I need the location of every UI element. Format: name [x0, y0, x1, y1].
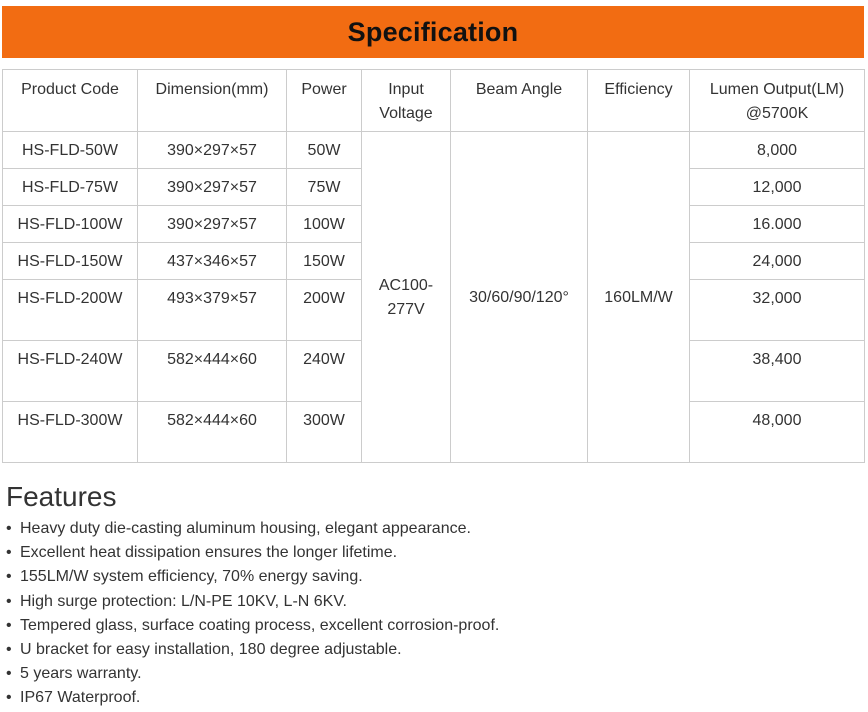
feature-text: U bracket for easy installation, 180 degree adjustable. — [20, 641, 402, 659]
features-title: Features — [6, 481, 117, 512]
header-efficiency: Efficiency — [588, 70, 690, 132]
bullet-icon: • — [6, 616, 12, 634]
cell-power: 100W — [287, 206, 362, 243]
features-list — [6, 517, 856, 711]
bullet-icon: • — [6, 544, 12, 562]
feature-text: IP67 Waterproof. — [20, 689, 141, 707]
cell-lumen-output: 32,000 — [690, 280, 865, 341]
header-power: Power — [287, 70, 362, 132]
cell-lumen-output: 48,000 — [690, 402, 865, 463]
feature-text: Excellent heat dissipation ensures the longer lifetime. — [20, 544, 398, 562]
cell-product-code: HS-FLD-50W — [3, 132, 138, 169]
header-product-code: Product Code — [3, 70, 138, 132]
header-lumen-output: Lumen Output(LM) @5700K — [690, 70, 865, 132]
cell-dimension: 390×297×57 — [138, 206, 287, 243]
cell-dimension: 493×379×57 — [138, 280, 287, 341]
cell-lumen-output: 8,000 — [690, 132, 865, 169]
cell-product-code: HS-FLD-200W — [3, 280, 138, 341]
cell-lumen-output: 12,000 — [690, 169, 865, 206]
header-input-voltage: Input Voltage — [362, 70, 451, 132]
cell-dimension: 582×444×60 — [138, 402, 287, 463]
bullet-icon: • — [6, 689, 12, 707]
cell-efficiency: 160LM/W — [588, 132, 690, 463]
cell-dimension: 390×297×57 — [138, 132, 287, 169]
cell-dimension: 582×444×60 — [138, 341, 287, 402]
feature-text: Tempered glass, surface coating process, excellent corrosion-proof. — [20, 616, 500, 634]
cell-product-code: HS-FLD-300W — [3, 402, 138, 463]
specification-table — [2, 69, 865, 463]
list-item — [6, 686, 856, 710]
bullet-icon: • — [6, 568, 12, 586]
list-item — [6, 662, 856, 686]
header-beam-angle: Beam Angle — [451, 70, 588, 132]
cell-power: 240W — [287, 341, 362, 402]
feature-text: Heavy duty die-casting aluminum housing, elegant appearance. — [20, 520, 471, 537]
cell-dimension: 437×346×57 — [138, 243, 287, 280]
list-item — [6, 638, 856, 662]
bullet-icon: • — [6, 641, 12, 659]
cell-dimension: 390×297×57 — [138, 169, 287, 206]
table-row — [3, 132, 865, 169]
feature-text: 5 years warranty. — [20, 665, 142, 683]
list-item — [6, 565, 856, 589]
feature-text: High surge protection: L/N-PE 10KV, L-N 6KV. — [20, 592, 347, 610]
header-dimension: Dimension(mm) — [138, 70, 287, 132]
specification-title: Specification — [347, 16, 519, 47]
cell-input-voltage: AC100-277V — [362, 132, 451, 463]
cell-lumen-output: 16.000 — [690, 206, 865, 243]
cell-power: 50W — [287, 132, 362, 169]
cell-power: 75W — [287, 169, 362, 206]
list-item — [6, 590, 856, 614]
feature-text: 155LM/W system efficiency, 70% energy saving. — [20, 568, 363, 586]
cell-beam-angle: 30/60/90/120° — [451, 132, 588, 463]
bullet-icon: • — [6, 592, 12, 610]
list-item — [6, 614, 856, 638]
cell-power: 150W — [287, 243, 362, 280]
list-item — [6, 517, 856, 541]
bullet-icon: • — [6, 520, 12, 537]
cell-product-code: HS-FLD-240W — [3, 341, 138, 402]
list-item — [6, 541, 856, 565]
cell-power: 200W — [287, 280, 362, 341]
cell-lumen-output: 38,400 — [690, 341, 865, 402]
table-header-row — [3, 70, 865, 132]
specification-banner — [2, 6, 864, 58]
cell-product-code: HS-FLD-100W — [3, 206, 138, 243]
features-section — [6, 480, 856, 711]
cell-product-code: HS-FLD-150W — [3, 243, 138, 280]
cell-lumen-output: 24,000 — [690, 243, 865, 280]
cell-product-code: HS-FLD-75W — [3, 169, 138, 206]
cell-power: 300W — [287, 402, 362, 463]
bullet-icon: • — [6, 665, 12, 683]
